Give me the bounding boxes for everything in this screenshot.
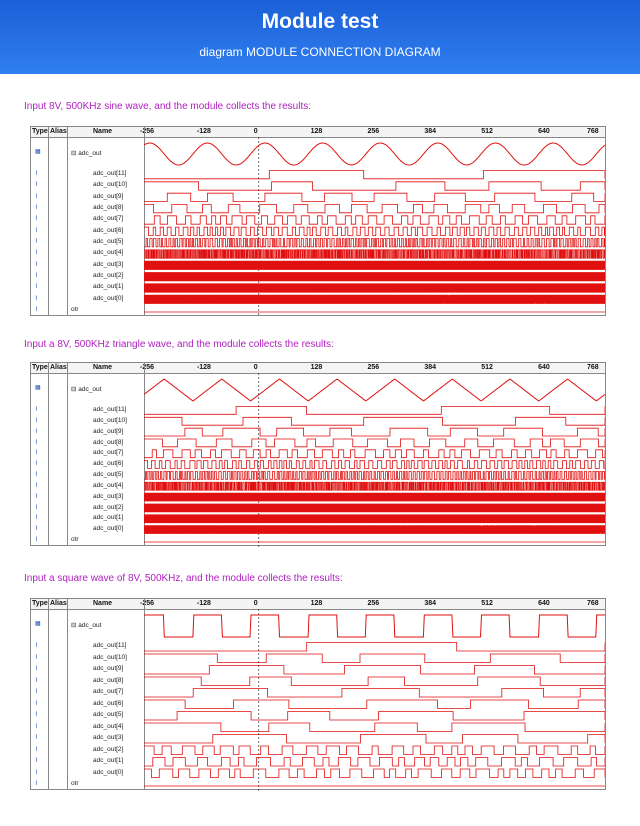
bit-waveform: [144, 504, 605, 512]
bit-type-icon: ⌇: [35, 700, 38, 707]
column-name: Name: [93, 600, 113, 607]
time-tick: 0: [253, 128, 258, 135]
column-divider: [67, 127, 68, 315]
bit-type-icon: ⌇: [35, 515, 38, 522]
signal-bit-label: adc_out[11]: [93, 642, 127, 649]
time-tick: 512: [481, 128, 493, 135]
signal-bit-label: adc_out[2]: [93, 272, 124, 279]
bit-waveform: [144, 482, 605, 490]
bit-waveform: [144, 526, 605, 534]
signal-bit-label: adc_out[4]: [93, 722, 124, 730]
signal-bit-label: adc_out[2]: [93, 745, 124, 753]
page-title: Module test: [261, 10, 379, 33]
column-type: Type: [32, 600, 48, 607]
bit-type-icon: ⌇: [35, 261, 38, 268]
signal-bit-label: adc_out[1]: [93, 283, 124, 291]
caption-square: Input a square wave of 8V, 500KHz, and the module collects the results:: [24, 573, 343, 584]
signal-bit-label: adc_out[1]: [93, 514, 124, 522]
bit-type-icon: ⌇: [35, 712, 38, 718]
time-tick: 640: [538, 128, 550, 135]
bit-type-icon: ⌇: [35, 216, 38, 223]
signal-bit-label: adc_out[8]: [93, 204, 124, 211]
bit-type-icon: ⌇: [35, 295, 38, 302]
bit-waveform: [144, 735, 605, 744]
bit-type-icon: ⌇: [35, 461, 38, 468]
page-subtitle: diagram MODULE CONNECTION DIAGRAM: [199, 45, 441, 59]
signal-bit-label: adc_out[5]: [93, 238, 124, 245]
signal-otr-label: otr: [71, 306, 79, 313]
analog-waveform: [144, 615, 605, 637]
otr-type-icon: ⌇: [35, 537, 38, 543]
waveform-canvas: [144, 599, 605, 791]
group-icon: ▦: [35, 621, 41, 627]
signal-bit-label: adc_out[0]: [93, 525, 124, 533]
time-tick: 768: [587, 128, 599, 135]
bit-waveform: [144, 712, 605, 721]
bit-type-icon: ⌇: [35, 171, 38, 177]
bit-waveform: [144, 493, 605, 501]
signal-bit-label: adc_out[3]: [93, 492, 124, 500]
bit-waveform: [144, 723, 605, 732]
bit-type-icon: ⌇: [35, 723, 38, 730]
time-tick: 256: [367, 600, 380, 607]
signal-bit-label: adc_out[4]: [93, 481, 124, 489]
time-tick: 512: [481, 364, 493, 371]
bit-waveform: [144, 284, 605, 292]
group-icon: ▦: [35, 149, 41, 155]
signal-bit-label: adc_out[7]: [93, 449, 124, 457]
bit-type-icon: ⌇: [35, 239, 38, 245]
signal-bit-label: adc_out[9]: [93, 192, 124, 200]
bit-type-icon: ⌇: [35, 273, 38, 279]
signal-bit-label: adc_out[6]: [93, 460, 124, 468]
bit-waveform: [144, 250, 605, 258]
bit-waveform: [144, 515, 605, 523]
bit-type-icon: ⌇: [35, 407, 38, 413]
bit-type-icon: ⌇: [35, 439, 38, 446]
column-alias: Alias: [50, 364, 67, 371]
bit-waveform: [144, 666, 605, 675]
time-tick: -256: [140, 128, 155, 135]
bit-type-icon: ⌇: [35, 193, 38, 200]
bit-waveform: [144, 182, 605, 190]
bit-waveform: [144, 439, 605, 447]
bit-waveform: [144, 428, 605, 436]
bit-type-icon: ⌇: [35, 526, 38, 533]
bit-waveform: [144, 450, 605, 458]
signal-group-label: ⊟ adc_out: [71, 150, 102, 157]
signal-bit-label: adc_out[7]: [93, 688, 124, 695]
otr-type-icon: ⌇: [35, 781, 38, 787]
time-tick: -128: [196, 600, 211, 607]
signal-bit-label: adc_out[11]: [93, 170, 127, 177]
analog-waveform: [144, 379, 605, 401]
time-tick: 640: [538, 364, 550, 371]
bit-waveform: [144, 654, 605, 663]
waveform-panel-triangle: [30, 362, 606, 546]
bit-waveform: [144, 643, 605, 652]
bit-waveform: [144, 273, 605, 281]
bit-type-icon: ⌇: [35, 677, 38, 684]
signal-bit-label: adc_out[8]: [93, 676, 124, 684]
bit-type-icon: ⌇: [35, 284, 38, 291]
time-tick: 256: [367, 128, 380, 135]
column-divider: [48, 127, 49, 315]
signal-bit-label: adc_out[3]: [93, 734, 124, 741]
bit-type-icon: ⌇: [35, 450, 38, 457]
bit-type-icon: ⌇: [35, 417, 38, 424]
bit-type-icon: ⌇: [35, 746, 38, 753]
bit-waveform: [144, 700, 605, 709]
waveform-panel-sine: [30, 126, 606, 316]
column-type: Type: [32, 364, 48, 371]
bit-waveform: [144, 227, 605, 235]
caption-sine: Input 8V, 500KHz sine wave, and the module collects the results:: [24, 101, 312, 112]
bit-type-icon: ⌇: [35, 758, 38, 764]
time-tick: 128: [310, 128, 323, 135]
bit-type-icon: ⌇: [35, 654, 38, 661]
bit-waveform: [144, 407, 605, 415]
time-tick: 256: [367, 364, 380, 371]
bit-waveform: [144, 193, 605, 201]
signal-group-label: ⊟ adc_out: [71, 622, 102, 629]
column-name: Name: [93, 364, 113, 371]
signal-otr-label: otr: [71, 780, 79, 787]
bit-waveform: [144, 689, 605, 698]
waveform-canvas: [144, 363, 605, 547]
signal-bit-label: adc_out[0]: [93, 768, 124, 776]
signal-bit-label: adc_out[3]: [93, 260, 124, 268]
waveform-panel-square: [30, 598, 606, 790]
bit-waveform: [144, 472, 605, 480]
time-tick: -256: [140, 364, 155, 371]
signal-bit-label: adc_out[9]: [93, 427, 124, 435]
signal-bit-label: adc_out[10]: [93, 653, 127, 661]
time-tick: 384: [424, 128, 437, 135]
bit-type-icon: ⌇: [35, 643, 38, 649]
signal-group-label: ⊟ adc_out: [71, 386, 102, 393]
time-tick: 768: [587, 364, 599, 371]
signal-bit-label: adc_out[11]: [93, 406, 127, 413]
signal-otr-label: otr: [71, 536, 79, 543]
signal-bit-label: adc_out[8]: [93, 438, 124, 446]
time-tick: 640: [538, 600, 550, 607]
column-alias: Alias: [50, 128, 67, 135]
signal-bit-label: adc_out[6]: [93, 699, 124, 707]
signal-bit-label: adc_out[4]: [93, 249, 124, 257]
column-alias: Alias: [50, 600, 67, 607]
bit-type-icon: ⌇: [35, 205, 38, 211]
signal-bit-label: adc_out[6]: [93, 226, 124, 234]
time-tick: -128: [196, 128, 211, 135]
bit-waveform: [144, 758, 605, 767]
column-divider: [48, 599, 49, 789]
bit-waveform: [144, 205, 605, 213]
signal-bit-label: adc_out[0]: [93, 294, 124, 302]
signal-bit-label: adc_out[1]: [93, 757, 124, 764]
bit-type-icon: ⌇: [35, 250, 38, 257]
bit-type-icon: ⌇: [35, 472, 38, 478]
column-divider: [48, 363, 49, 545]
time-tick: 768: [587, 600, 599, 607]
signal-bit-label: adc_out[10]: [93, 181, 127, 189]
column-divider: [67, 599, 68, 789]
time-tick: 384: [424, 600, 437, 607]
bit-type-icon: ⌇: [35, 769, 38, 776]
bit-waveform: [144, 239, 605, 247]
time-tick: 512: [481, 600, 493, 607]
signal-bit-label: adc_out[5]: [93, 711, 124, 718]
otr-type-icon: ⌇: [35, 307, 38, 313]
bit-waveform: [144, 216, 605, 224]
bit-type-icon: ⌇: [35, 482, 38, 489]
bit-type-icon: ⌇: [35, 666, 38, 672]
bit-type-icon: ⌇: [35, 504, 38, 511]
time-tick: -256: [140, 600, 155, 607]
group-icon: ▦: [35, 385, 41, 391]
bit-type-icon: ⌇: [35, 689, 38, 695]
time-tick: 384: [424, 364, 437, 371]
time-tick: 128: [310, 600, 323, 607]
bit-type-icon: ⌇: [35, 182, 38, 189]
bit-waveform: [144, 417, 605, 425]
bit-type-icon: ⌇: [35, 493, 38, 500]
time-tick: -128: [196, 364, 211, 371]
signal-bit-label: adc_out[10]: [93, 416, 127, 424]
caption-triangle: Input a 8V, 500KHz triangle wave, and the module collects the results:: [24, 339, 334, 350]
bit-type-icon: ⌇: [35, 227, 38, 234]
time-tick: 0: [253, 364, 258, 371]
page-header: [0, 0, 640, 74]
analog-waveform: [144, 143, 605, 165]
signal-bit-label: adc_out[2]: [93, 503, 124, 511]
bit-waveform: [144, 171, 605, 179]
time-tick: 0: [253, 600, 258, 607]
column-name: Name: [93, 128, 113, 135]
signal-bit-label: adc_out[9]: [93, 665, 124, 672]
waveform-canvas: [144, 127, 605, 317]
bit-type-icon: ⌇: [35, 428, 38, 435]
bit-type-icon: ⌇: [35, 735, 38, 741]
bit-waveform: [144, 769, 605, 778]
signal-bit-label: adc_out[7]: [93, 215, 124, 223]
time-tick: 128: [310, 364, 323, 371]
bit-waveform: [144, 295, 605, 303]
bit-waveform: [144, 746, 605, 755]
column-divider: [67, 363, 68, 545]
signal-bit-label: adc_out[5]: [93, 471, 124, 478]
bit-waveform: [144, 461, 605, 469]
bit-waveform: [144, 677, 605, 686]
bit-waveform: [144, 261, 605, 269]
column-type: Type: [32, 128, 48, 135]
